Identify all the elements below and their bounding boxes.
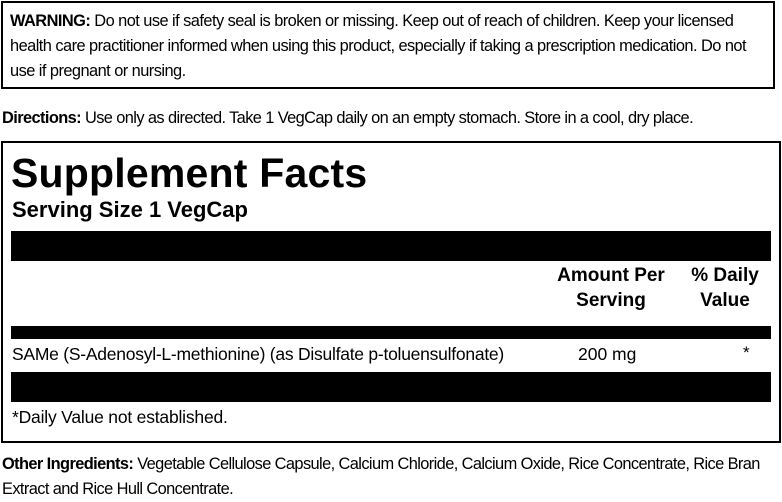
column-header-amount (546, 263, 676, 313)
other-ingredients-text: Vegetable Cellulose Capsule, Calcium Chloride, Calcium Oxide, Rice Concentrate, Rice Bran Extract and Rice Hull Concentrate. (2, 455, 760, 498)
serving-size: Serving Size 1 VegCap (12, 197, 248, 222)
warning-text: Do not use if safety seal is broken or missing. Keep out of reach of children. Keep your licensed health care practitioner informed when using this product, especially if taking a prescription medication. Do not use if pregnant or nursing. (10, 12, 746, 80)
ingredient-daily-value: * (743, 343, 750, 362)
warning-box (1, 1, 775, 89)
divider-bar-top (11, 231, 771, 261)
column-header-dv-line2: Value (700, 290, 750, 311)
ingredient-name: SAMe (S-Adenosyl-L-methionine) (as Disulfate p-toluensulfonate) (12, 344, 504, 364)
column-header-amount-line1: Amount Per (557, 265, 665, 286)
facts-title: Supplement Facts (11, 150, 368, 196)
column-header-daily-value (679, 263, 771, 313)
footnote: *Daily Value not established. (12, 407, 228, 427)
directions-label: Directions: (2, 109, 82, 127)
directions-text: Use only as directed. Take 1 VegCap daily on an empty stomach. Store in a cool, dry place. (81, 109, 694, 127)
warning-label: WARNING: (10, 12, 91, 30)
directions (2, 106, 782, 131)
other-ingredients-label: Other Ingredients: (2, 455, 134, 473)
ingredient-amount: 200 mg (578, 344, 637, 364)
divider-bar-middle (11, 326, 771, 339)
supplement-facts-panel (1, 141, 781, 443)
other-ingredients (2, 452, 780, 502)
column-header-amount-line2: Serving (576, 290, 646, 311)
divider-bar-bottom (11, 372, 771, 402)
column-header-dv-line1: % Daily (691, 265, 759, 286)
